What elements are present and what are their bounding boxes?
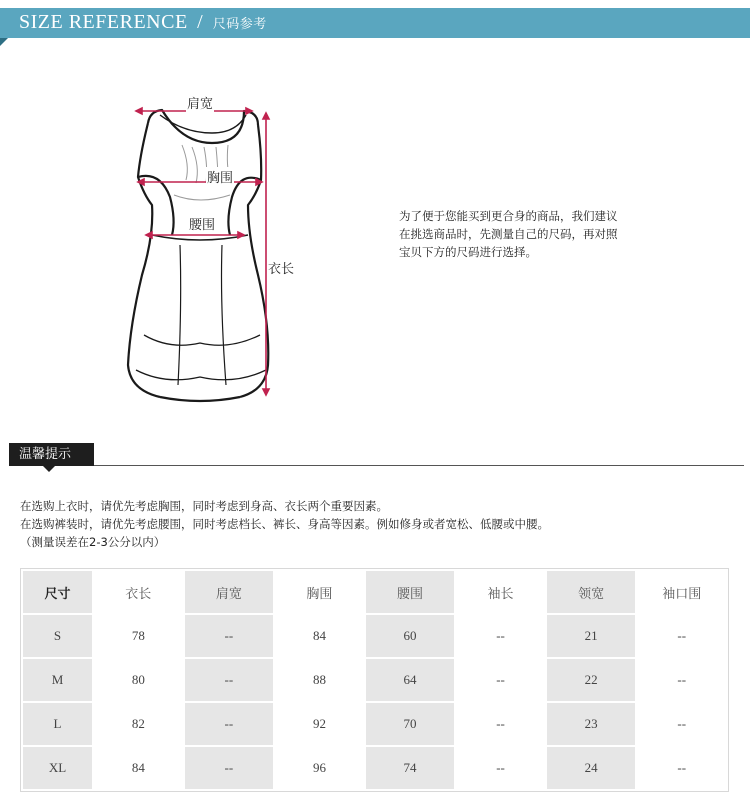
table-cell: -- (636, 614, 727, 658)
header-cell: 衣长 (93, 570, 184, 614)
table-row (22, 614, 727, 658)
table-cell: 60 (365, 614, 456, 658)
table-row (22, 658, 727, 702)
table-cell: 70 (365, 702, 456, 746)
table-cell: -- (455, 658, 546, 702)
table-cell: 78 (93, 614, 184, 658)
table-cell: 92 (274, 702, 365, 746)
table-cell: 23 (546, 702, 637, 746)
table-cell: -- (184, 614, 275, 658)
table-cell: 84 (93, 746, 184, 790)
intro-text (399, 207, 649, 261)
size-cell: M (22, 658, 93, 702)
note-line: 在选购裤装时，请优先考虑腰围，同时考虑档长、裤长、身高等因素。例如修身或者宽松、低腰或中腰。 (20, 517, 549, 531)
note-line: （测量误差在2-3公分以内） (20, 535, 166, 549)
table-cell: 84 (274, 614, 365, 658)
table-cell: 88 (274, 658, 365, 702)
size-cell: S (22, 614, 93, 658)
table-cell: 74 (365, 746, 456, 790)
header-fold (0, 38, 8, 46)
note-line: 在选购上衣时，请优先考虑胸围，同时考虑到身高、衣长两个重要因素。 (20, 499, 388, 513)
table-header-row (22, 570, 727, 614)
table-cell: -- (455, 614, 546, 658)
warm-tips-notes (20, 497, 549, 551)
tag-pointer-icon (43, 466, 55, 472)
table-cell: -- (636, 658, 727, 702)
title-separator: / (197, 11, 204, 33)
section-divider (94, 465, 744, 466)
size-table (21, 569, 728, 791)
table-cell: -- (184, 746, 275, 790)
table-cell: 24 (546, 746, 637, 790)
table-cell: 96 (274, 746, 365, 790)
header-cell: 尺寸 (22, 570, 93, 614)
intro-line: 在挑选商品时，先测量自己的尺码，再对照 (399, 227, 618, 241)
label-shoulder: 肩宽 (186, 93, 214, 112)
table-row (22, 702, 727, 746)
title-en: SIZE REFERENCE (19, 11, 188, 33)
header-cell: 袖口围 (636, 570, 727, 614)
table-cell: 64 (365, 658, 456, 702)
intro-line: 宝贝下方的尺码进行选择。 (399, 245, 537, 259)
header-cell: 肩宽 (184, 570, 275, 614)
header-cell: 腰围 (365, 570, 456, 614)
table-cell: 80 (93, 658, 184, 702)
table-cell: 82 (93, 702, 184, 746)
table-cell: -- (636, 702, 727, 746)
header-cell: 胸围 (274, 570, 365, 614)
label-length: 衣长 (267, 258, 295, 277)
table-cell: 22 (546, 658, 637, 702)
header-cell: 领宽 (546, 570, 637, 614)
dress-illustration (120, 85, 300, 405)
table-cell: 21 (546, 614, 637, 658)
label-chest: 胸围 (206, 167, 234, 186)
table-cell: -- (455, 702, 546, 746)
table-cell: -- (636, 746, 727, 790)
header-cell: 袖长 (455, 570, 546, 614)
table-row (22, 746, 727, 790)
intro-line: 为了便于您能买到更合身的商品，我们建议 (399, 209, 618, 223)
table-cell: -- (455, 746, 546, 790)
label-waist: 腰围 (188, 214, 216, 233)
page-title (19, 11, 267, 34)
size-cell: XL (22, 746, 93, 790)
table-cell: -- (184, 658, 275, 702)
title-cn: 尺码参考 (212, 17, 267, 32)
size-cell: L (22, 702, 93, 746)
table-cell: -- (184, 702, 275, 746)
warm-tips-tag: 温馨提示 (9, 443, 94, 466)
